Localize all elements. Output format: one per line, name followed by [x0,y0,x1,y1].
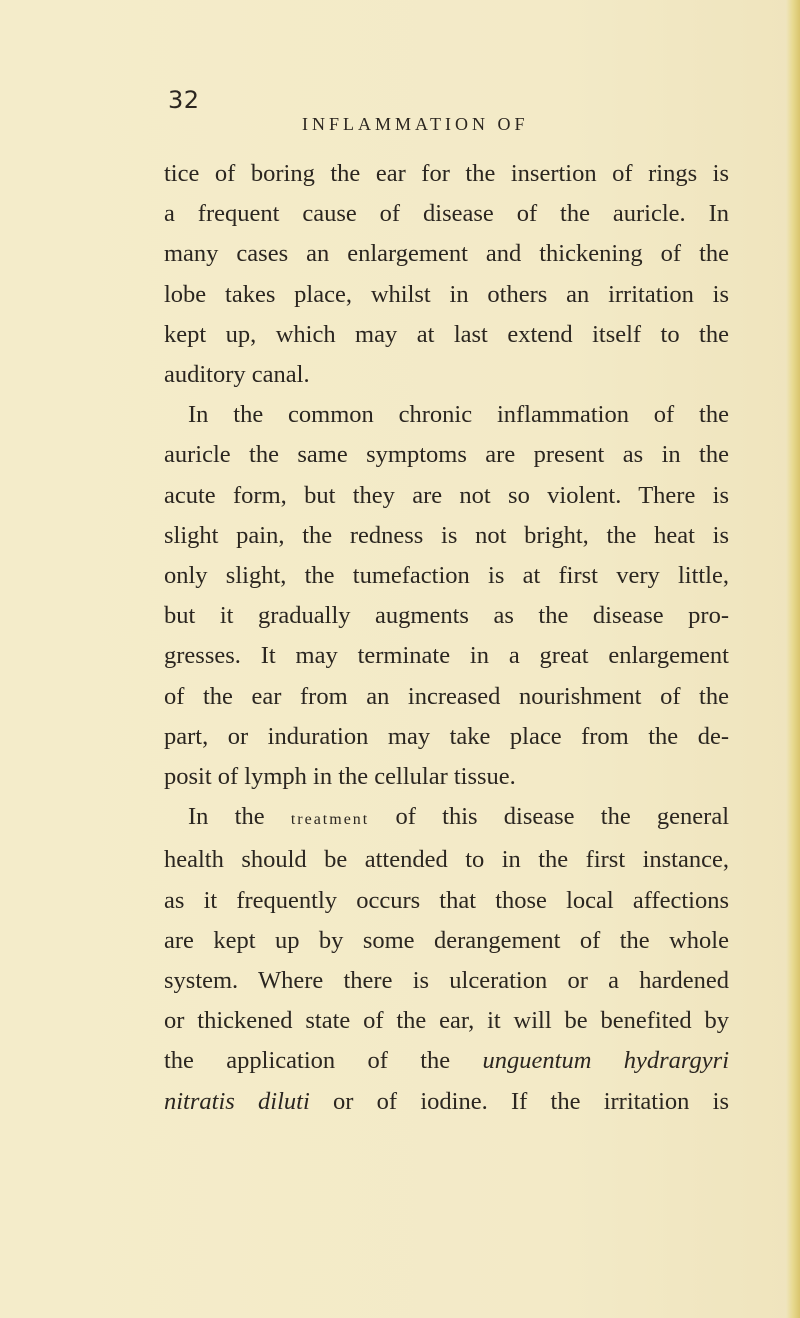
small-caps-term: treatment [290,811,370,829]
text-line: acute form, but they are not so violent. There is [164,481,729,509]
text-line: only slight, the tumefaction is at first very little, [164,562,729,590]
text-segment: of this disease the general [395,803,730,831]
text-segment: In the [188,803,265,831]
text-line: auditory canal. [164,361,310,389]
text-line: health should be attended to in the first instance, [164,846,729,874]
text-line: part, or induration may take place from the de- [164,722,729,750]
body-text [164,154,729,1122]
latin-term: nitratis diluti [164,1087,310,1115]
text-segment: or of iodine. If the irritation is [333,1087,730,1115]
text-segment: the application of the [164,1047,451,1075]
text-line: as it frequently occurs that those local affections [164,886,729,914]
text-line: In the common chronic inflammation of the [188,401,729,429]
text-line [164,1041,729,1081]
text-line: or thickened state of the ear, it will be benefited by [164,1007,729,1035]
page-edge [786,0,800,1318]
text-line: posit of lymph in the cellular tissue. [164,763,516,791]
page-number: 32 [168,86,200,114]
text-line [164,797,729,840]
text-line: but it gradually augments as the disease pro- [164,602,729,630]
text-line: tice of boring the ear for the insertion of rings is [164,160,729,187]
text-line [164,1082,729,1122]
text-line: slight pain, the redness is not bright, the heat is [164,521,729,549]
text-line: a frequent cause of disease of the auricle. In [164,200,729,228]
text-line: lobe takes place, whilst in others an irritation is [164,280,729,308]
text-line: system. Where there is ulceration or a hardened [164,967,729,995]
text-line: kept up, which may at last extend itself to the [164,320,729,348]
running-title: INFLAMMATION OF [302,114,529,134]
text-line: of the ear from an increased nourishment of the [164,682,729,710]
text-line: auricle the same symptoms are present as in the [164,441,729,469]
text-line: many cases an enlargement and thickening of the [164,240,729,268]
latin-term: unguentum hydrargyri [482,1047,730,1075]
text-line: gresses. It may terminate in a great enlargement [164,642,729,670]
text-line: are kept up by some derangement of the whole [164,926,729,954]
